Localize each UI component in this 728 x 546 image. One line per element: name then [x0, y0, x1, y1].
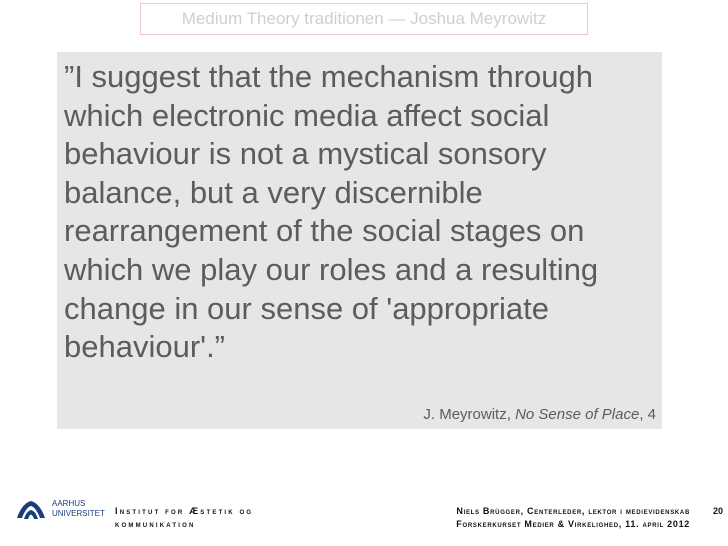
attribution-author: J. Meyrowitz,	[423, 406, 511, 423]
logo-wordmark	[52, 499, 105, 519]
logo-line-1: AARHUS	[52, 499, 86, 508]
footer-author-info	[456, 505, 690, 531]
aarhus-university-logo	[15, 498, 115, 522]
slide-title: Medium Theory traditionen — Joshua Meyrowitz	[181, 9, 547, 28]
slide-title-box	[140, 3, 588, 35]
center-line: Forskerkurset Medier & Virkelighed, 11. april 2012	[456, 519, 690, 529]
footer-institute	[115, 505, 253, 531]
university-seal-icon	[15, 498, 47, 522]
institute-line-1: Institut for Æstetik og	[115, 506, 254, 516]
author-line: Niels Brügger, Centerleder, lektor i medievidenskab	[456, 506, 690, 516]
quote-text: ”I suggest that the mechanism through which electronic media affect social behaviour is not a mystical sonsory balance, but a very discernible rearrangement of the social stages on which we play our roles and a resulting change in our sense of 'appropriate behaviour'.”	[64, 59, 599, 365]
attribution-page: , 4	[639, 406, 656, 423]
quote-panel	[57, 52, 662, 429]
quote-attribution	[423, 406, 656, 423]
attribution-book: No Sense of Place	[515, 406, 640, 423]
institute-line-2: kommunikation	[115, 519, 196, 529]
logo-line-2: UNIVERSITET	[52, 509, 105, 518]
page-number: 20	[712, 506, 723, 516]
